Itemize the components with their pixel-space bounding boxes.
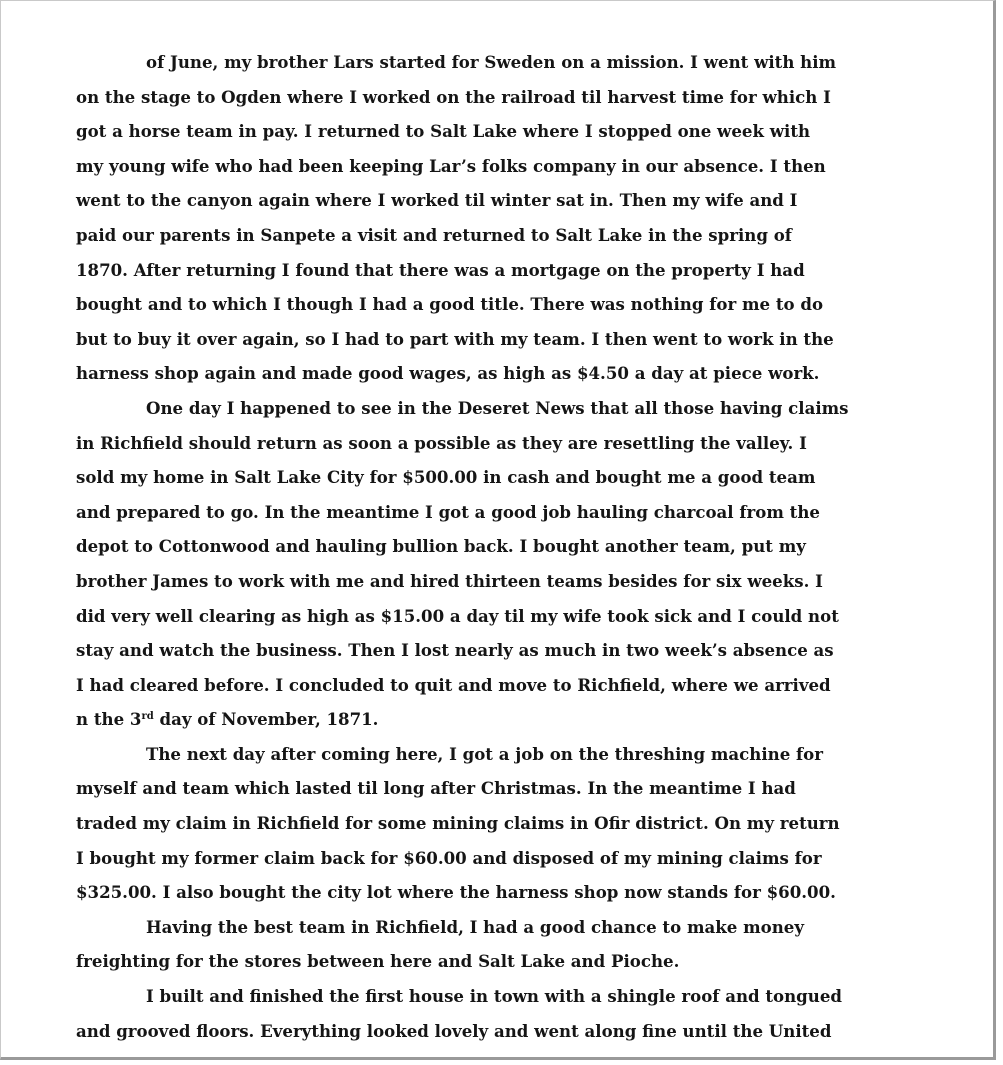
- text-line: [76, 391, 926, 426]
- text-run: did very well clearing as high as $15.00 a day til my wife took sick and I could not: [76, 605, 839, 626]
- text-run: paid our parents in Sanpete a visit and returned to Salt Lake in the spring of: [76, 224, 792, 245]
- text-line: [76, 460, 926, 495]
- text-run: in Richfield should return as soon a possible as they are resettling the valley. I: [76, 432, 807, 453]
- text-line: [76, 771, 926, 806]
- text-run: traded my claim in Richfield for some mining claims in Ofir district. On my return: [76, 813, 840, 834]
- text-run: One day I happened to see in the Deseret News that all those having claims: [146, 397, 849, 418]
- text-line: [76, 599, 926, 634]
- text-run: sold my home in Salt Lake City for $500.00 in cash and bought me a good team: [76, 467, 816, 488]
- text-line: [76, 529, 926, 564]
- text-run: and prepared to go. In the meantime I got a good job hauling charcoal from the: [76, 501, 820, 522]
- text-run: freighting for the stores between here and Salt Lake and Pioche.: [76, 951, 680, 972]
- text-run: my young wife who had been keeping Lar’s folks company in our absence. I then: [76, 155, 826, 176]
- text-line: [76, 668, 926, 703]
- text-run: stay and watch the business. Then I lost nearly as much in two week’s absence as: [76, 640, 834, 661]
- document-text: [76, 45, 926, 1048]
- text-run: 1870. After returning I found that there was a mortgage on the property I had: [76, 259, 805, 280]
- text-line: [76, 426, 926, 461]
- text-run: but to buy it over again, so I had to part with my team. I then went to work in the: [76, 328, 834, 349]
- text-run: n the 3: [76, 709, 142, 730]
- text-line: [76, 910, 926, 945]
- text-line: [76, 45, 926, 80]
- text-line: [76, 322, 926, 357]
- text-line: [76, 149, 926, 184]
- text-run: I built and finished the first house in town with a shingle roof and tongued: [146, 986, 843, 1007]
- text-run: $325.00. I also bought the city lot where the harness shop now stands for $60.00.: [76, 882, 836, 903]
- text-run: day of November, 1871.: [153, 709, 379, 730]
- text-line: [76, 702, 926, 737]
- text-line: [76, 80, 926, 115]
- text-line: [76, 944, 926, 979]
- text-line: [76, 979, 926, 1014]
- text-run: myself and team which lasted til long after Christmas. In the meantime I had: [76, 778, 796, 799]
- text-run: bought and to which I though I had a good title. There was nothing for me to do: [76, 294, 824, 315]
- text-run: of June, my brother Lars started for Sweden on a mission. I went with him: [146, 52, 837, 72]
- text-run: I had cleared before. I concluded to quit and move to Richfield, where we arrived: [76, 674, 831, 695]
- text-line: [76, 114, 926, 149]
- text-line: [76, 287, 926, 322]
- text-run: harness shop again and made good wages, as high as $4.50 a day at piece work.: [76, 363, 820, 384]
- ordinal-superscript: rd: [141, 711, 154, 723]
- text-run: The next day after coming here, I got a job on the threshing machine for: [146, 743, 823, 764]
- text-line: [76, 495, 926, 530]
- text-run: on the stage to Ogden where I worked on the railroad til harvest time for which I: [76, 86, 831, 107]
- text-run: I bought my former claim back for $60.00 and disposed of my mining claims for: [76, 847, 822, 868]
- text-line: [76, 564, 926, 599]
- text-line: [76, 875, 926, 910]
- text-line: [76, 633, 926, 668]
- text-run: depot to Cottonwood and hauling bullion back. I bought another team, put my: [76, 536, 806, 557]
- text-line: [76, 806, 926, 841]
- text-line: [76, 1014, 926, 1049]
- text-run: went to the canyon again where I worked til winter sat in. Then my wife and I: [76, 190, 798, 211]
- text-line: [76, 253, 926, 288]
- text-line: [76, 737, 926, 772]
- text-line: [76, 841, 926, 876]
- text-run: and grooved floors. Everything looked lovely and went along fine until the United: [76, 1020, 832, 1041]
- text-line: [76, 218, 926, 253]
- text-run: got a horse team in pay. I returned to Salt Lake where I stopped one week with: [76, 121, 811, 142]
- text-line: [76, 356, 926, 391]
- text-run: brother James to work with me and hired thirteen teams besides for six weeks. I: [76, 570, 823, 591]
- text-line: [76, 183, 926, 218]
- text-run: Having the best team in Richfield, I had a good chance to make money: [146, 916, 804, 937]
